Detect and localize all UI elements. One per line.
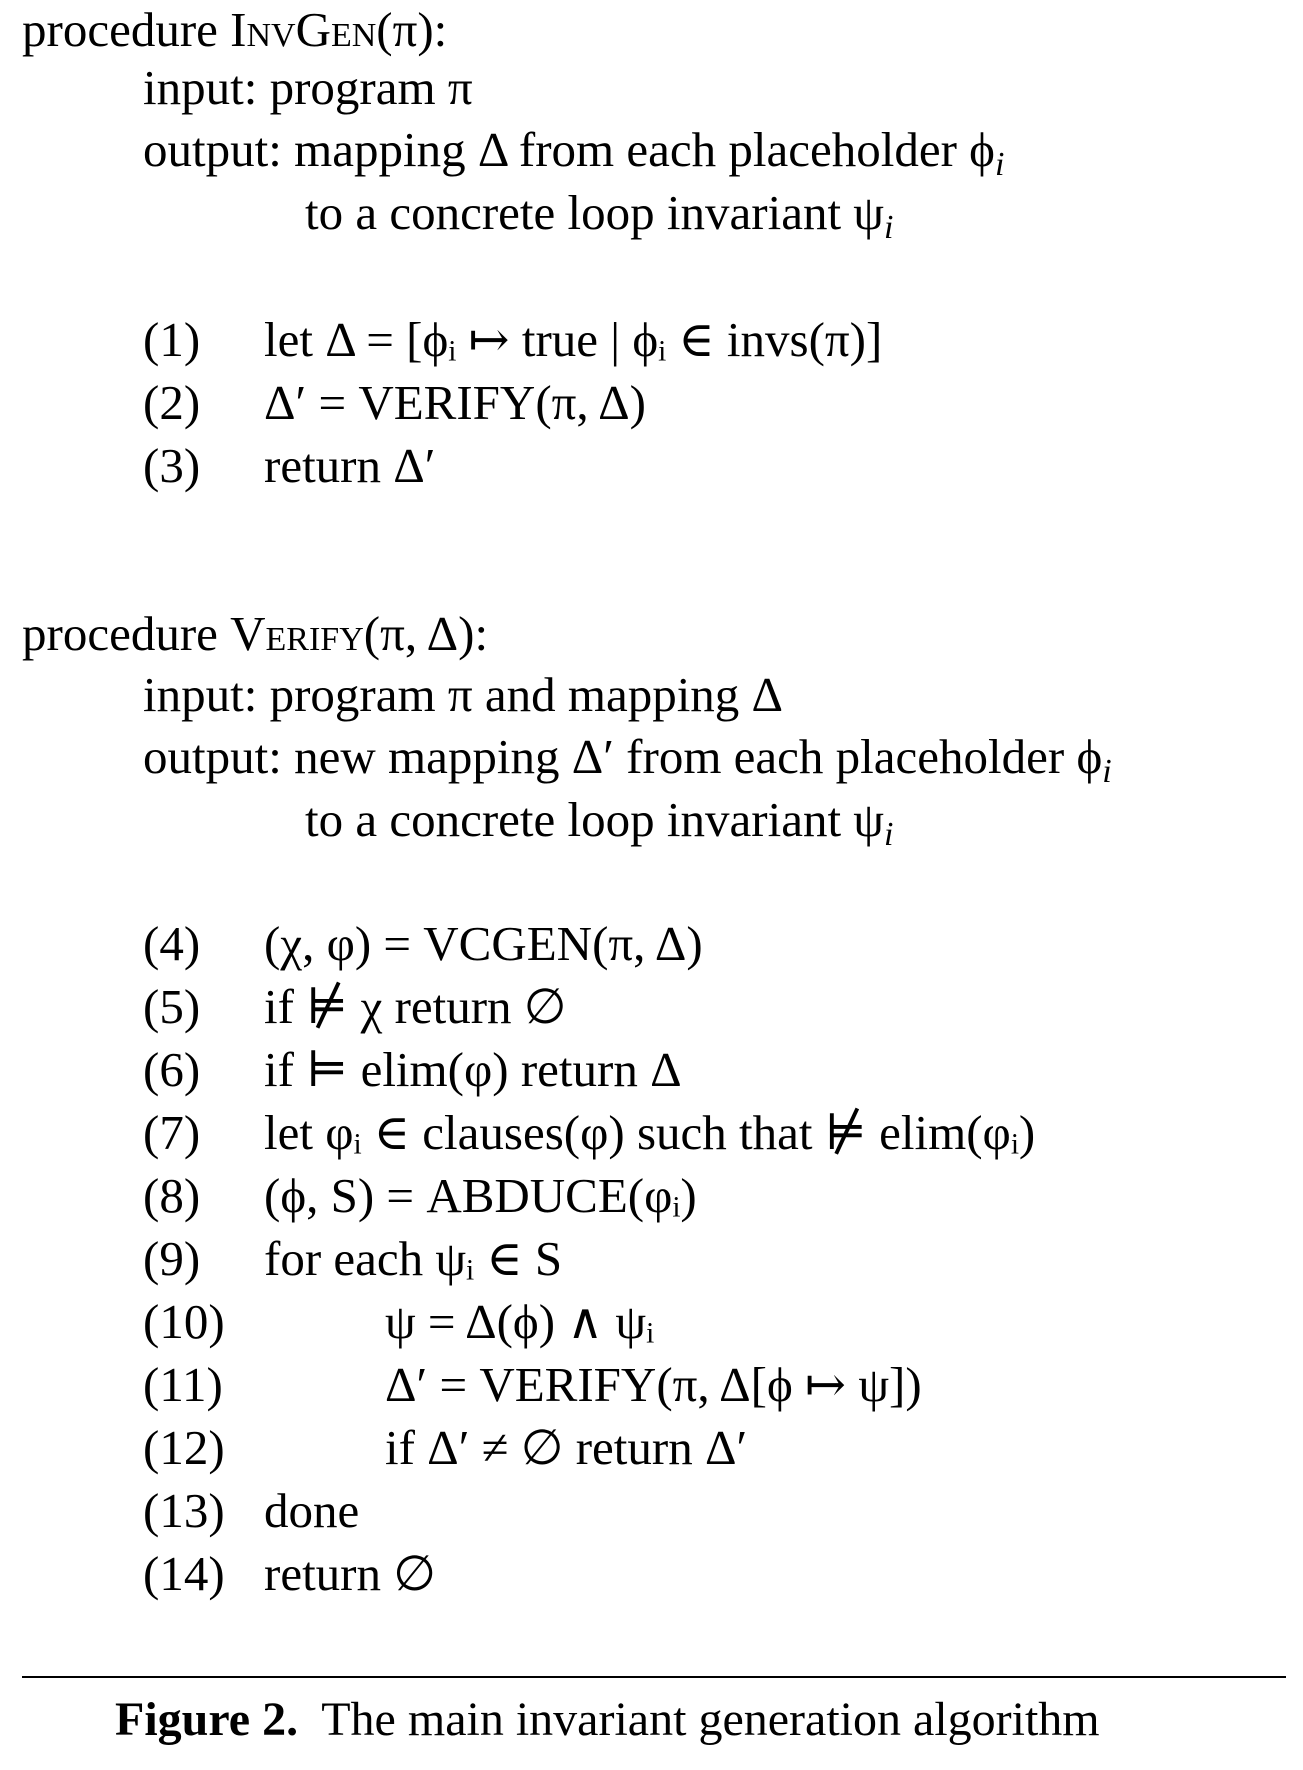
step-number: (8) (143, 1168, 201, 1223)
step-text: return ∅ (264, 1546, 436, 1601)
verify-arg: (π, Δ): (363, 606, 489, 661)
step-number: (9) (143, 1231, 201, 1286)
step-number: (1) (143, 312, 201, 367)
figure-caption-text: The main invariant generation algorithm (321, 1693, 1100, 1746)
step-text: Δ′ = VERIFY(π, Δ) (264, 375, 646, 430)
step-text: if ⊨ elim(φ) return Δ (264, 1042, 682, 1097)
invgen-output-cont-sub: i (883, 209, 894, 246)
invgen-name: InvGen (230, 2, 377, 57)
verify-output-text: new mapping Δ′ from each placeholder ϕ (294, 729, 1103, 784)
step-text: let φᵢ ∈ clauses(φ) such that ⊭ elim(φᵢ) (264, 1105, 1036, 1160)
invgen-input (143, 58, 473, 118)
step-number: (14) (143, 1546, 225, 1601)
invgen-header (22, 0, 447, 60)
step-number: (2) (143, 375, 201, 430)
step-text: let Δ = [ϕᵢ ↦ true | ϕᵢ ∈ invs(π)] (264, 312, 883, 367)
invgen-keyword: procedure (22, 2, 218, 57)
step-text: done (264, 1483, 360, 1538)
invgen-output-cont-text: to a concrete loop invariant ψ (305, 185, 884, 240)
invgen-output-text: mapping Δ from each placeholder ϕ (294, 122, 995, 177)
verify-input (143, 665, 783, 725)
step-number: (13) (143, 1483, 225, 1538)
verify-input-label: input: (143, 667, 258, 722)
caption-divider (22, 1676, 1286, 1678)
step-text: return Δ′ (264, 438, 436, 493)
step-text: if ⊭ χ return ∅ (264, 979, 567, 1034)
step-number: (3) (143, 438, 201, 493)
verify-output-cont (305, 790, 893, 865)
verify-output-label: output: (143, 729, 282, 784)
step-number: (5) (143, 979, 201, 1034)
invgen-output-label: output: (143, 122, 282, 177)
step-number: (7) (143, 1105, 201, 1160)
verify-input-text: program π and mapping Δ (269, 667, 784, 722)
verify-name: Verify (230, 606, 364, 661)
step-number: (12) (143, 1420, 225, 1475)
verify-header (22, 604, 488, 664)
step-number: (10) (143, 1294, 225, 1349)
verify-output-cont-text: to a concrete loop invariant ψ (305, 792, 884, 847)
invgen-output-sub: i (994, 146, 1005, 183)
step-text: for each ψᵢ ∈ S (264, 1231, 563, 1286)
invgen-arg: (π): (376, 2, 448, 57)
step-text: Δ′ = VERIFY(π, Δ[ϕ ↦ ψ]) (385, 1357, 922, 1412)
step-text: ψ = Δ(ϕ) ∧ ψᵢ (385, 1294, 655, 1349)
figure-caption (115, 1690, 1100, 1750)
step-text: (χ, φ) = VCGEN(π, Δ) (264, 916, 703, 971)
verify-output-cont-sub: i (883, 816, 894, 853)
verify-output-sub: i (1102, 753, 1112, 790)
step-number: (11) (143, 1357, 223, 1412)
step-text: if Δ′ ≠ ∅ return Δ′ (385, 1420, 748, 1475)
invgen-input-label: input: (143, 60, 258, 115)
step-number: (6) (143, 1042, 201, 1097)
invgen-input-text: program π (269, 60, 473, 115)
figure-label: Figure 2. (115, 1693, 299, 1746)
verify-keyword: procedure (22, 606, 218, 661)
invgen-output-cont (305, 183, 893, 258)
step-number: (4) (143, 916, 201, 971)
step-text: (ϕ, S) = ABDUCE(φᵢ) (264, 1168, 697, 1223)
